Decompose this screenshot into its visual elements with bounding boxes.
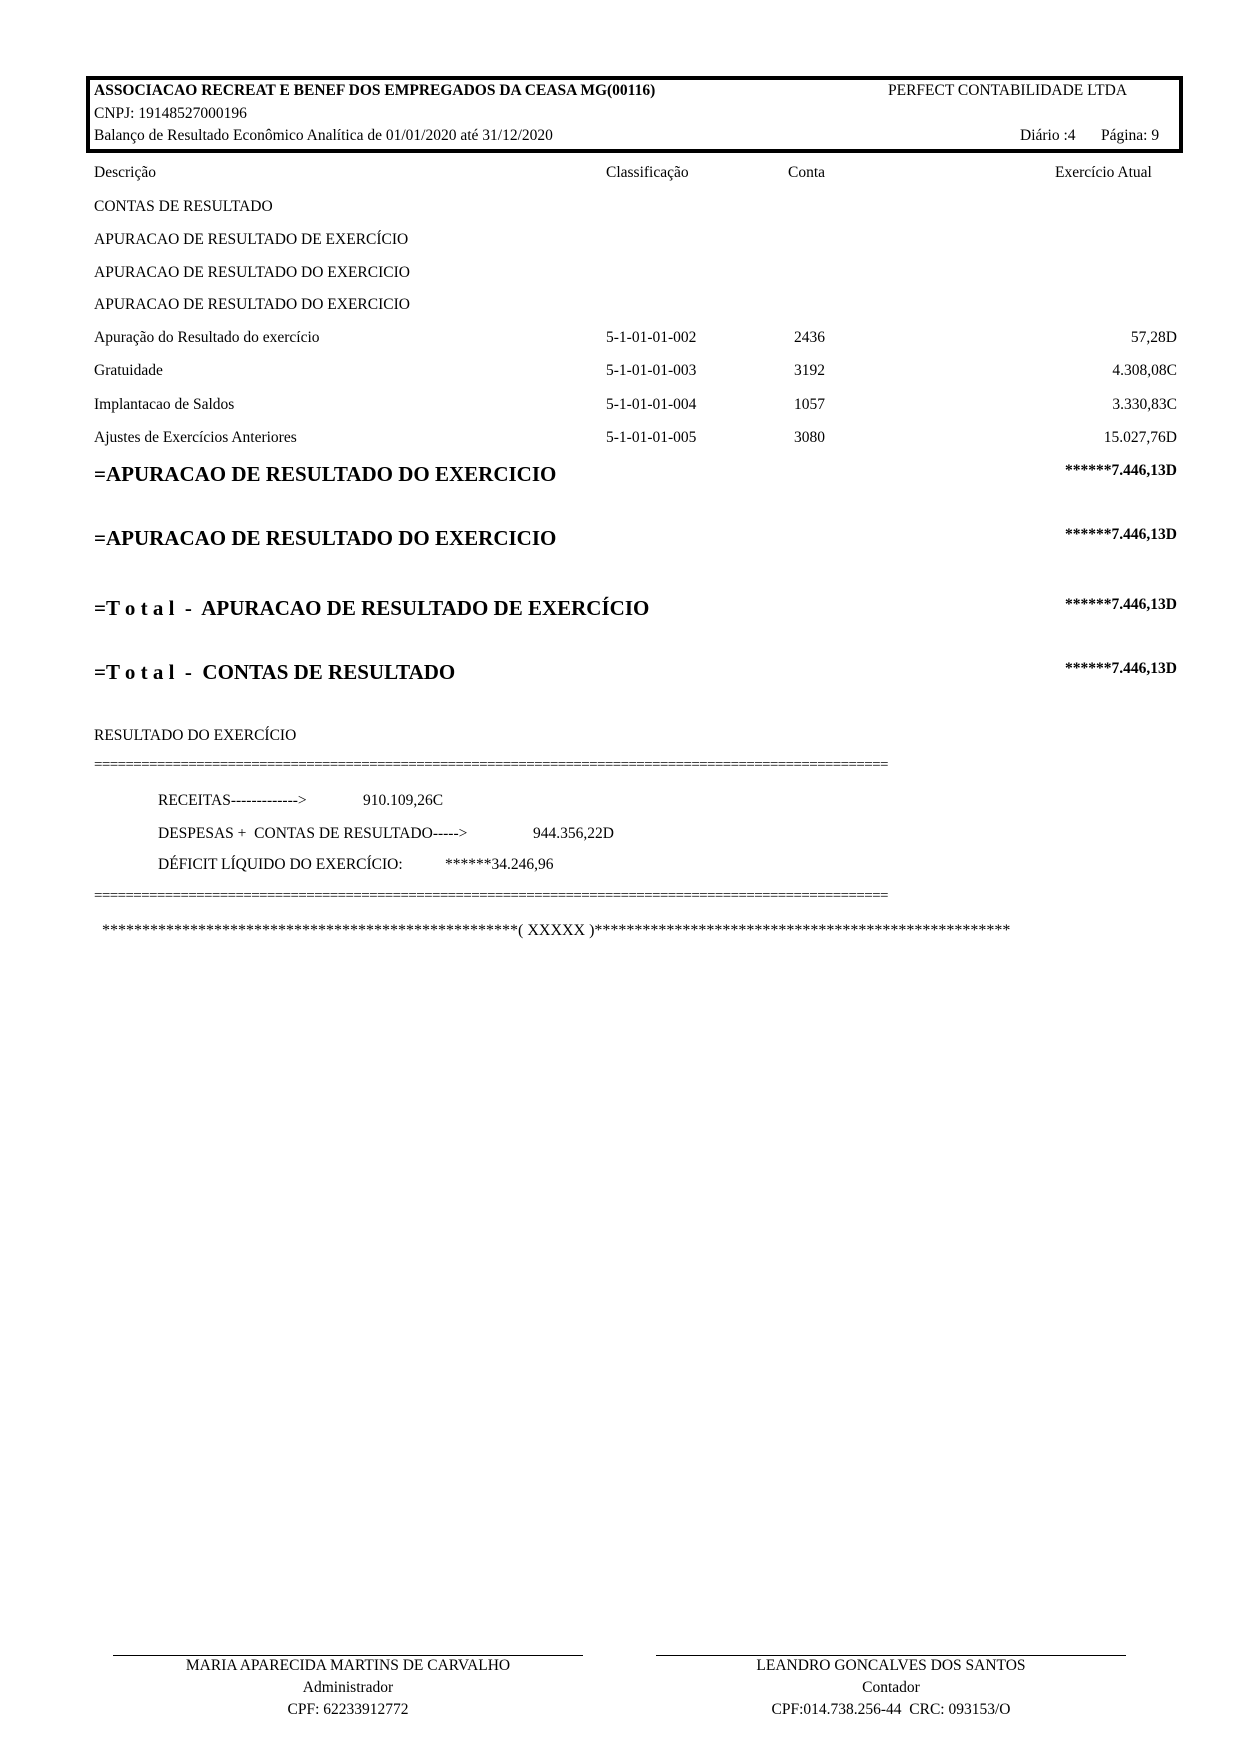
total-value: ******7.446,13D: [1065, 526, 1177, 543]
deficit-value: ******34.246,96: [445, 856, 554, 873]
row-conta: 3080: [794, 429, 825, 446]
total-value: ******7.446,13D: [1065, 462, 1177, 479]
signature-line: [656, 1655, 1126, 1656]
total-label: =T o t a l - CONTAS DE RESULTADO: [94, 660, 456, 684]
total-label: =APURACAO DE RESULTADO DO EXERCICIO: [94, 462, 557, 486]
signature-name: LEANDRO GONCALVES DOS SANTOS: [756, 1657, 1026, 1674]
row-conta: 2436: [794, 329, 825, 346]
page-number: Página: 9: [1101, 127, 1160, 144]
row-descricao: Ajustes de Exercícios Anteriores: [94, 429, 297, 446]
signature-name: MARIA APARECIDA MARTINS DE CARVALHO: [185, 1657, 511, 1674]
total-value: ******7.446,13D: [1065, 660, 1177, 677]
row-conta: 3192: [794, 362, 825, 379]
diario-number: Diário :4: [1020, 127, 1076, 144]
row-conta: 1057: [794, 396, 825, 413]
column-header-descricao: Descrição: [94, 164, 156, 181]
deficit-label: DÉFICIT LÍQUIDO DO EXERCÍCIO:: [158, 856, 403, 873]
row-valor: 57,28D: [1130, 329, 1177, 346]
row-valor: 15.027,76D: [1103, 429, 1177, 446]
accounting-firm: PERFECT CONTABILIDADE LTDA: [888, 82, 1128, 99]
column-header-classificacao: Classificação: [606, 164, 689, 181]
row-descricao: Implantacao de Saldos: [94, 396, 235, 413]
despesas-label: DESPESAS + CONTAS DE RESULTADO----->: [158, 825, 468, 842]
total-label: =T o t a l - APURACAO DE RESULTADO DE EXERCÍCIO: [94, 596, 650, 620]
group-heading: APURACAO DE RESULTADO DO EXERCICIO: [94, 264, 410, 281]
signature-doc: CPF:014.738.256-44 CRC: 093153/O: [771, 1701, 1011, 1718]
row-descricao: Gratuidade: [94, 362, 163, 379]
row-classificacao: 5-1-01-01-002: [606, 329, 697, 346]
row-valor: 4.308,08C: [1112, 362, 1177, 379]
total-value: ******7.446,13D: [1065, 596, 1177, 613]
row-classificacao: 5-1-01-01-003: [606, 362, 697, 379]
row-valor: 3.330,83C: [1112, 396, 1177, 413]
row-classificacao: 5-1-01-01-004: [606, 396, 697, 413]
signature-role: Contador: [862, 1679, 920, 1696]
company-name: ASSOCIACAO RECREAT E BENEF DOS EMPREGADOS DA CEASA MG(00116): [94, 82, 656, 99]
despesas-value: 944.356,22D: [533, 825, 614, 842]
signature-role: Administrador: [302, 1679, 394, 1696]
resultado-title: RESULTADO DO EXERCÍCIO: [94, 727, 297, 744]
separator-line: =====================================================================================================: [94, 888, 888, 904]
row-descricao: Apuração do Resultado do exercício: [94, 329, 320, 346]
report-title: Balanço de Resultado Econômico Analítica de 01/01/2020 até 31/12/2020: [94, 127, 553, 144]
column-header-conta: Conta: [788, 164, 826, 181]
group-heading: APURACAO DE RESULTADO DO EXERCICIO: [94, 296, 410, 313]
total-label: =APURACAO DE RESULTADO DO EXERCICIO: [94, 526, 557, 550]
row-classificacao: 5-1-01-01-005: [606, 429, 697, 446]
signature-doc: CPF: 62233912772: [287, 1701, 409, 1718]
stars-line: ****************************************************( XXXXX )****************************************************: [102, 922, 1011, 939]
group-heading: CONTAS DE RESULTADO: [94, 198, 273, 215]
separator-line: =====================================================================================================: [94, 757, 888, 773]
group-heading: APURACAO DE RESULTADO DE EXERCÍCIO: [94, 231, 409, 248]
column-header-exercicio: Exercício Atual: [1055, 164, 1152, 181]
receitas-label: RECEITAS------------->: [158, 792, 307, 809]
receitas-value: 910.109,26C: [363, 792, 444, 809]
cnpj: CNPJ: 19148527000196: [94, 105, 247, 122]
signature-line: [113, 1655, 583, 1656]
